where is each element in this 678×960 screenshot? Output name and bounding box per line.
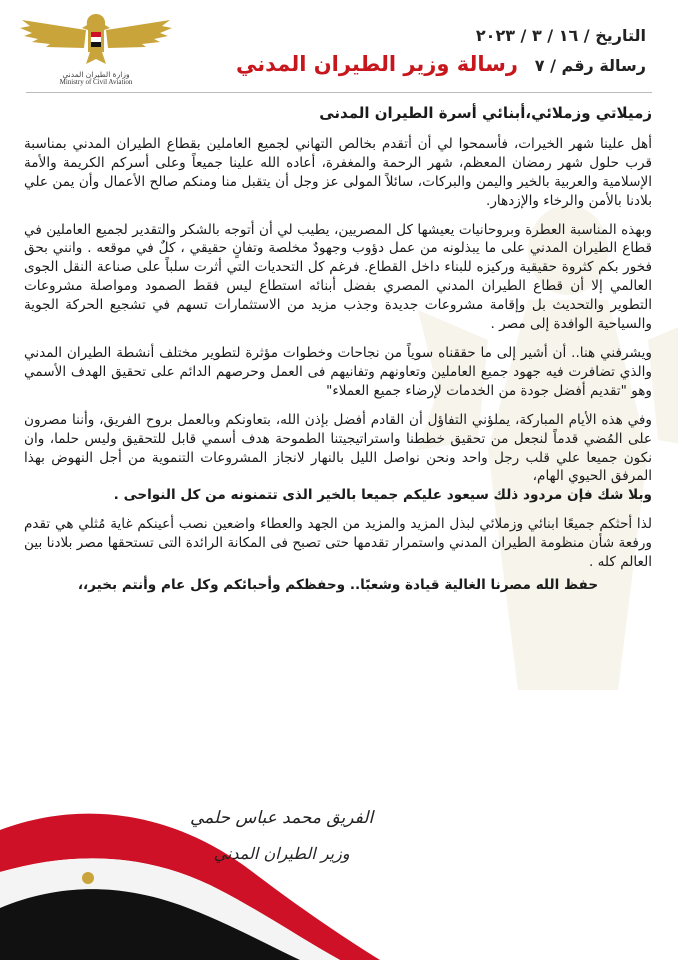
letter-body xyxy=(24,104,652,605)
page-title: رسالة وزير الطيران المدني xyxy=(236,52,518,76)
letter-emphasis-line: وبلا شك فإن مردود ذلك سيعود عليكم جميعا بالخير الذى تتمنونه من كل النواحى . xyxy=(113,487,652,504)
letter-closing: حفظ الله مصرنا الغالية قيادة وشعبًا.. وحفظكم وأحبائكم وكل عام وأنتم بخير،، xyxy=(77,576,599,593)
ministry-logo xyxy=(16,6,176,96)
header-divider xyxy=(26,92,652,93)
letter-paragraph-2: وبهذه المناسبة العطرة وبروحانيات يعيشها كل المصريين، يطيب لي أن أتوجه بالشكر والتقدير لجميع العاملين في قطاع الطيران المدني على ما يبذلونه من عمل دؤوب وجهودٌ مخلصة وتفانٍ حقيقي ، كلٌ في موقعه . وانني بحق فخور بكم كثروة حقيقية وركيزه للبناء داخل القطاع. فرغم كل التحديات التي أثرت سلباً على صناعة النقل الجوى العالمي إلا أن قطاع الطيران المدني المصري بفضل أبنائه استطاع ليس فقط الصمود ومواصلة مشروعات التطوير والتحديث بل وإقامة مشروعات جديدة وجذب مزيد من الاستثمارات تسهم في تشجيع الحركة الجوية والسياحية الوافدة إلى مصر . xyxy=(24,221,652,333)
signature-block xyxy=(190,808,373,863)
letter-date: التاريخ / ١٦ / ٣ / ٢٠٢٣ xyxy=(475,26,646,45)
logo-english-text: Ministry of Civil Aviation xyxy=(59,78,133,86)
logo-arabic-text: وزارة الطيران المدني xyxy=(62,70,130,79)
signature-name: الفريق محمد عباس حلمي xyxy=(190,808,374,828)
letter-greeting: زميلاتي وزملائي،أبنائي أسرة الطيران المدنى xyxy=(319,104,652,122)
letter-paragraph-4: وفي هذه الأيام المباركة، يملؤني التفاؤل أن القادم أفضل بإذن الله، بتعاونكم وبالعمل بروح الفريق، وأننا مصرون على المُضي قدماً لنجعل من تحقيق خططنا واستراتيجيتنا الطموحة هدف أسمي قابل للتحقيق وليس حلما، وان نكون جميعا علي قلب رجل واحد ونحن نواصل الليل بالنهار لانجاز المشروعات التنموية من أجل النهوض بهذا المرفق الحيوي الهام، xyxy=(24,411,652,485)
letter-number: رسالة رقم / ٧ xyxy=(534,56,646,75)
letter-paragraph-5: لذا أحثكم جميعًا ابنائي وزملائي لبذل المزيد والمزيد من الجهد والعطاء واضعين نصب أعينكم غاية مُثلي هي تقدم ورفعة شأن منظومة الطيران المدني واستمرار تقدمها حتى تصبح فى المكانة الرائدة التى تستحقها مصر بلادنا بين العالم كله . xyxy=(24,516,652,571)
letter-paragraph-3: ويشرفني هنا.. أن أشير إلى ما حققناه سوياً من نجاحات وخطوات مؤثرة لتطوير مختلف أنشطة الطيران المدني والذي تضافرت فيه جهود جميع العاملين وتعاونهم وتفانيهم فى العمل وحرصهم الدائم على تحقيق الهدف الأسمي وهو "تقديم أفضل جودة من الخدمات لإرضاء جميع العملاء" xyxy=(24,344,652,399)
letter-paragraph-1: أهل علينا شهر الخيرات، فأسمحوا لي أن أتقدم بخالص التهاني لجميع العاملين بقطاع الطيران المدني بمناسبة قرب حلول شهر رمضان المعظم، شهر الرحمة والمغفرة، أعاده الله علينا جميعاً وعلى أسركم الكريمة والأمة الإسلامية والعربية بالخير واليمن والبركات، سائلاً المولى عز وجل أن يتقبل منا ومنكم صالح الأعمال وأن يمن علي بلادنا بالأمن والرخاء والإزدهار. xyxy=(24,135,652,209)
signature-role: وزير الطيران المدني xyxy=(213,844,350,863)
letter-header xyxy=(475,26,646,75)
eagle-emblem-icon xyxy=(16,6,176,70)
